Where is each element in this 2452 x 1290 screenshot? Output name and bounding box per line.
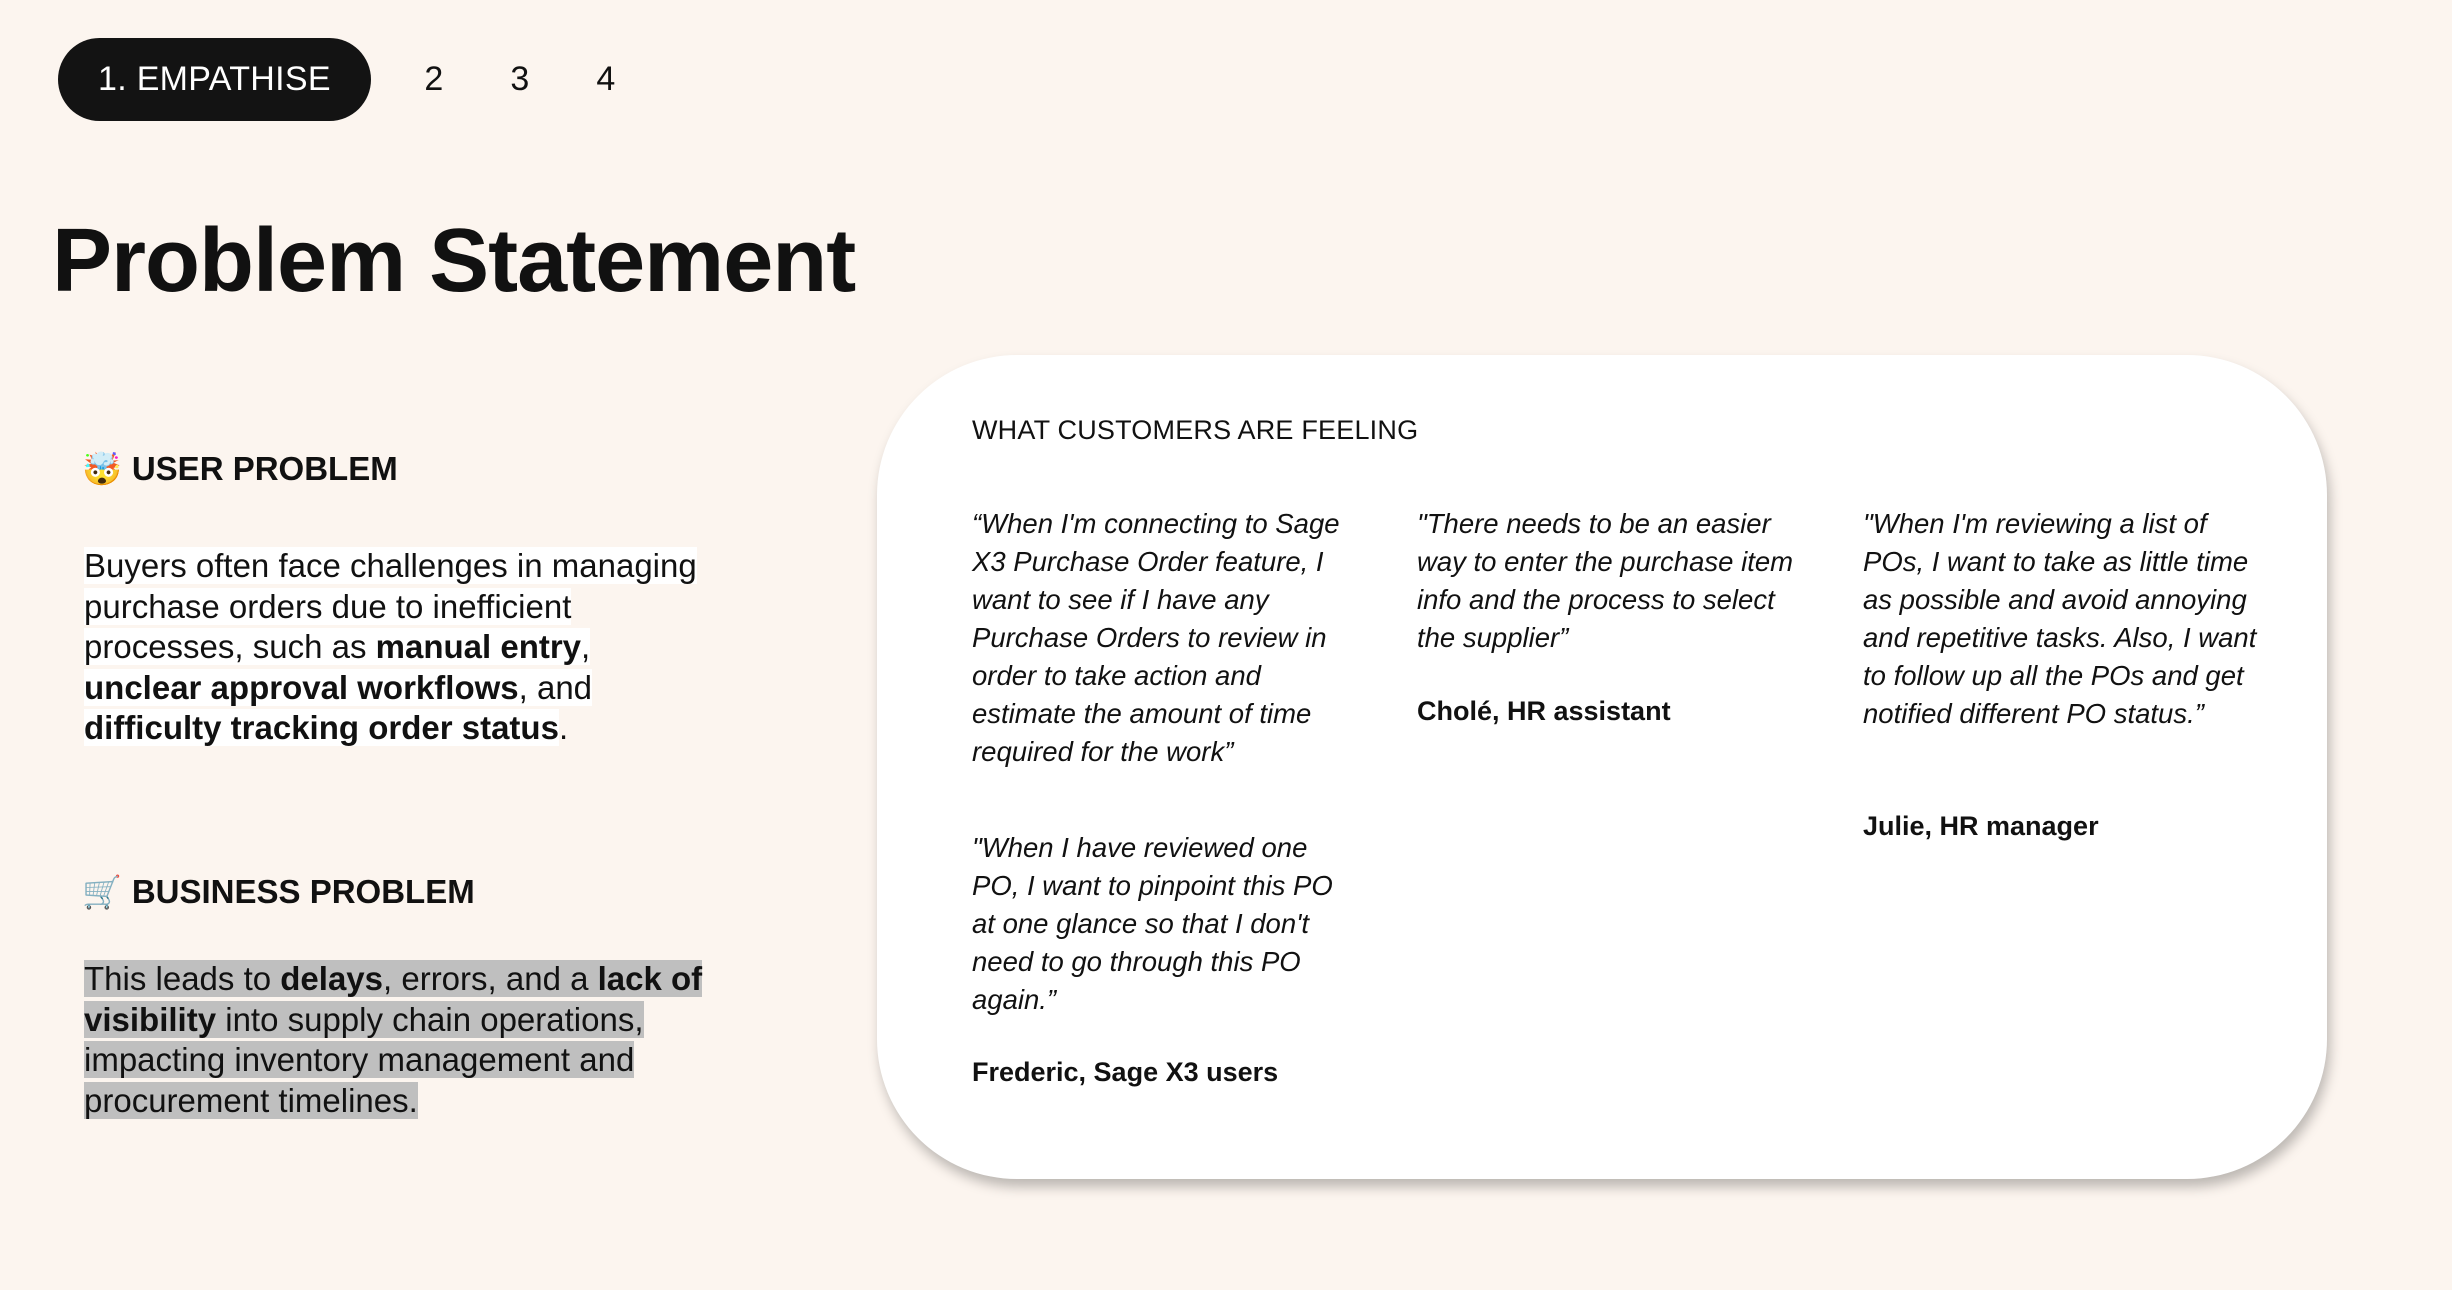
customer-quote: "There needs to be an easier way to enter the purchase item info and the process to select the supplier” bbox=[1417, 508, 1794, 653]
step-navigation bbox=[58, 38, 649, 121]
business-problem-heading-label: BUSINESS PROBLEM bbox=[131, 873, 475, 910]
page-title: Problem Statement bbox=[52, 211, 856, 311]
step-3-tab[interactable]: 3 bbox=[510, 60, 530, 98]
quote-author: Cholé, HR assistant bbox=[1417, 696, 1671, 726]
step-1-empathise-tab[interactable]: 1. EMPATHISE bbox=[58, 38, 371, 121]
user-problem-text: Buyers often face challenges in managing purchase orders due to inefficient processes, such as manual entry, unclear approval workflows, and difficulty tracking order status. bbox=[84, 547, 697, 746]
step-4-tab[interactable]: 4 bbox=[596, 60, 616, 98]
user-problem-heading bbox=[82, 450, 398, 488]
step-2-tab[interactable]: 2 bbox=[424, 60, 444, 98]
exploding-head-icon: 🤯 bbox=[82, 451, 122, 487]
customer-quote: "When I have reviewed one PO, I want to pinpoint this PO at one glance so that I don't need to go through this PO again.” bbox=[972, 832, 1333, 1015]
user-problem-heading-label: USER PROBLEM bbox=[131, 450, 398, 487]
quote-author: Frederic, Sage X3 users bbox=[972, 1057, 1279, 1087]
customer-quote: "When I'm reviewing a list of POs, I want to take as little time as possible and avoid annoying and repetitive tasks. Also, I want to follow up all the POs and get notified different PO status.” bbox=[1863, 508, 2257, 729]
customer-feelings-card bbox=[877, 355, 2327, 1179]
shopping-cart-icon: 🛒 bbox=[82, 874, 122, 910]
business-problem-heading bbox=[82, 873, 475, 911]
business-problem-text: This leads to delays, errors, and a lack of visibility into supply chain operations, impacting inventory management and procurement timelines. bbox=[84, 960, 703, 1119]
customer-quote: “When I'm connecting to Sage X3 Purchase Order feature, I want to see if I have any Purchase Orders to review in order to take action and estimate the amount of time required for the work” bbox=[972, 508, 1340, 767]
card-title: WHAT CUSTOMERS ARE FEELING bbox=[972, 415, 1419, 445]
quote-author: Julie, HR manager bbox=[1863, 811, 2099, 841]
